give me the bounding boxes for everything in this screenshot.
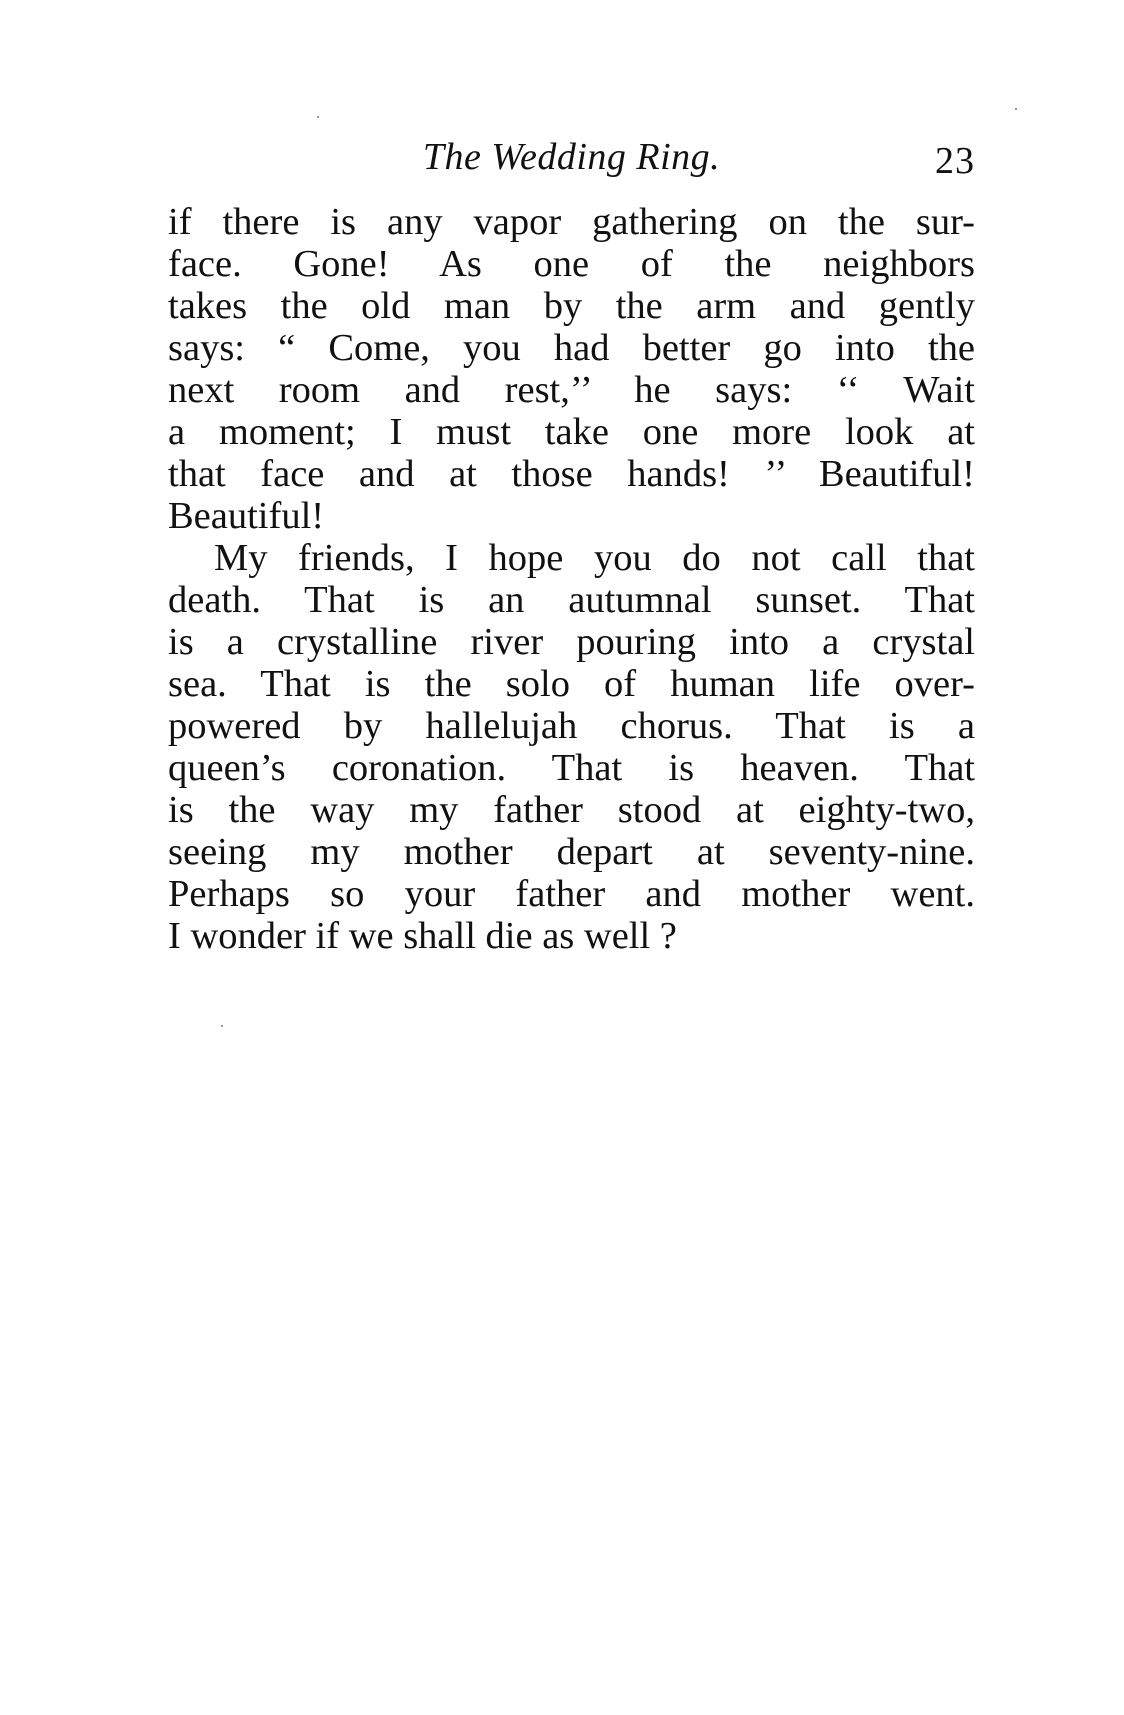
text-line: face. Gone! As one of the neighbors (168, 243, 975, 285)
text-line: is the way my father stood at eighty-two, (168, 789, 975, 831)
text-line: powered by hallelujah chorus. That is a (168, 705, 975, 747)
running-head (168, 132, 975, 182)
text-line: is a crystalline river pouring into a crystal (168, 621, 975, 663)
text-line: queen’s coronation. That is heaven. That (168, 747, 975, 789)
text-line: seeing my mother depart at seventy-nine. (168, 831, 975, 873)
scan-speck (221, 1025, 223, 1027)
running-title: The Wedding Ring. (422, 136, 721, 178)
paragraph (168, 201, 975, 537)
text-line: next room and rest,’’ he says: ‘‘ Wait (168, 369, 975, 411)
text-line: My friends, I hope you do not call that (214, 537, 975, 579)
text-line: if there is any vapor gathering on the sur- (168, 201, 975, 243)
page-number: 23 (935, 140, 975, 182)
body-text (168, 201, 975, 957)
text-line: Perhaps so your father and mother went. (168, 873, 975, 915)
text-line: Beautiful! (168, 495, 325, 537)
scan-speck (1015, 108, 1017, 110)
paragraph (168, 537, 975, 957)
text-line: sea. That is the solo of human life over- (168, 663, 975, 705)
text-line: that face and at those hands! ’’ Beautiful! (168, 453, 975, 495)
scan-speck (317, 116, 319, 118)
text-line: says: “ Come, you had better go into the (168, 327, 975, 369)
text-line: I wonder if we shall die as well ? (168, 915, 677, 957)
text-line: death. That is an autumnal sunset. That (168, 579, 975, 621)
text-line: takes the old man by the arm and gently (168, 285, 975, 327)
text-line: a moment; I must take one more look at (168, 411, 975, 453)
